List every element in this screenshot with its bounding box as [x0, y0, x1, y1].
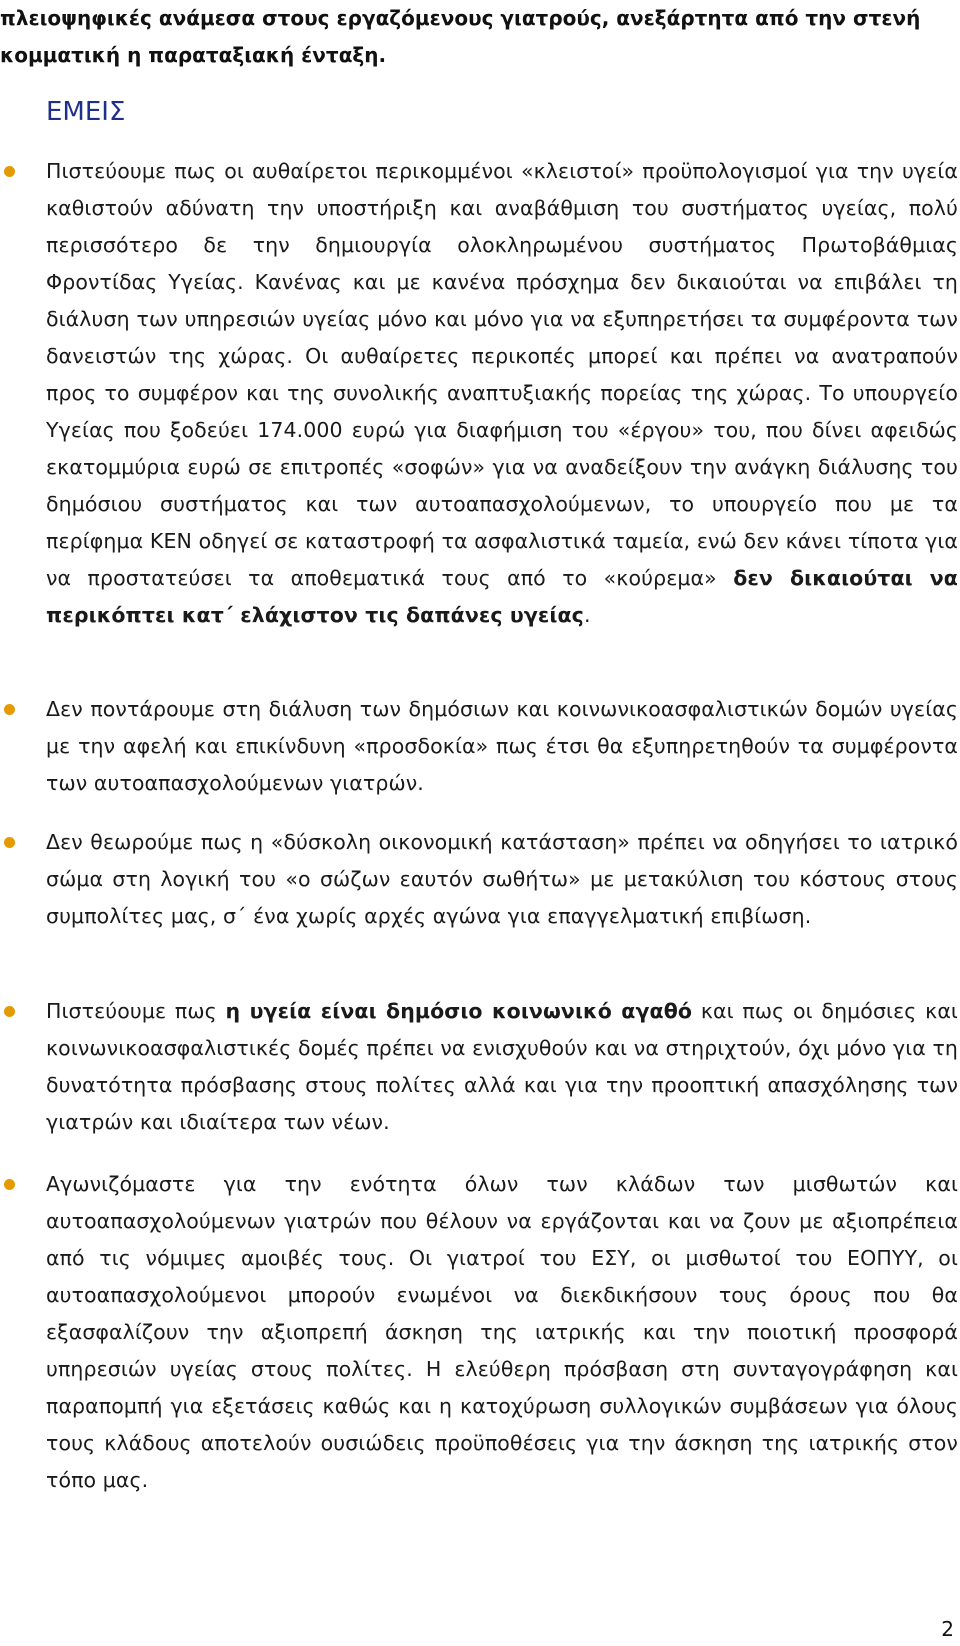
- bullet-item: [0, 153, 958, 634]
- bullet-dot-icon: [4, 166, 15, 177]
- bullet-dot-icon: [4, 1179, 15, 1190]
- bullet-dot-icon: [4, 837, 15, 848]
- bullet-item: [0, 993, 958, 1141]
- bullet-dot-icon: [4, 704, 15, 715]
- page-number: 2: [941, 1617, 954, 1641]
- bullet-item: [0, 824, 958, 935]
- bullet-item: [0, 1166, 958, 1499]
- bullet-text: Πιστεύουμε πως οι αυθαίρετοι περικομμένοι «κλειστοί» προϋπολογισμοί για την υγεία καθιστούν αδύνατη την υποστήριξη και αναβάθμιση του συστήματος υγείας, πολύ περισσότερο δε την δημιουργία ολοκληρωμένου συστήματος Πρωτοβάθμιας Φροντίδας Υγείας. Κανένας και με κανένα πρόσχημα δεν δικαιούται να επιβάλει τη διάλυση των υπηρεσιών υγείας μόνο και μόνο για να εξυπηρετήσει τα συμφέροντα των δανειστών της χώρας. Οι αυθαίρετες περικοπές μπορεί και πρέπει να ανατραπούν προς το συμφέρον και της συνολικής αναπτυξιακής πορείας της χώρας. Το υπουργείο Υγείας που ξοδεύει 174.000 ευρώ για διαφήμιση του «έργου» του, που δίνει αφειδώς εκατομμύρια ευρώ σε επιτροπές «σοφών» για να αναδείξουν την ανάγκη διάλυσης του δημόσιου συστήματος και των αυτοαπασχολούμενων, το υπουργείο που με τα περίφημα ΚΕΝ οδηγεί σε καταστροφή τα ασφαλιστικά ταμεία, ενώ δεν κάνει τίποτα για να προστατεύσει τα αποθεματικά τους από το «κούρεμα» δεν δικαιούται να περικόπτει κατ΄ ελάχιστον τις δαπάνες υγείας.: [46, 159, 958, 627]
- bold-emphasis: δεν δικαιούται να περικόπτει κατ΄ ελάχιστον τις δαπάνες υγείας: [46, 566, 958, 627]
- bullet-text: Δεν θεωρούμε πως η «δύσκολη οικονομική κατάσταση» πρέπει να οδηγήσει το ιατρικό σώμα στη λογική του «ο σώζων εαυτόν σωθήτω» με μετακύλιση του κόστους στους συμπολίτες μας, σ΄ ένα χωρίς αρχές αγώνα για επαγγελματική επιβίωση.: [46, 830, 958, 928]
- bullet-text: Αγωνιζόμαστε για την ενότητα όλων των κλάδων των μισθωτών και αυτοαπασχολούμενων γιατρών που θέλουν να εργάζονται και να ζουν με αξιοπρέπεια από τις νόμιμες αμοιβές τους. Οι γιατροί του ΕΣΥ, οι μισθωτοί του ΕΟΠΥΥ, οι αυτοαπασχολούμενοι μπορούν ενωμένοι να διεκδικήσουν τους όρους που θα εξασφαλίζουν την αξιοπρεπή άσκηση της ιατρικής και την ποιοτική προσφορά υπηρεσιών υγείας στους πολίτες. Η ελεύθερη πρόσβαση στη συνταγογράφηση και παραπομπή για εξετάσεις καθώς και η κατοχύρωση συλλογικών συμβάσεων για όλους τους κλάδους αποτελούν ουσιώδεις προϋποθέσεις για την άσκηση της ιατρικής στον τόπο μας.: [46, 1172, 958, 1492]
- bold-emphasis: η υγεία είναι δημόσιο κοινωνικό αγαθό: [225, 999, 693, 1023]
- intro-paragraph: πλειοψηφικές ανάμεσα στους εργαζόμενους γιατρούς, ανεξάρτητα από την στενή κομματική η παραταξιακή ένταξη.: [0, 6, 921, 67]
- bullet-item: [0, 691, 958, 802]
- section-heading: ΕΜΕΙΣ: [46, 97, 126, 127]
- bullet-text: Πιστεύουμε πως η υγεία είναι δημόσιο κοινωνικό αγαθό και πως οι δημόσιες και κοινωνικοασφαλιστικές δομές πρέπει να ενισχυθούν και να στηριχτούν, όχι μόνο για τη δυνατότητα πρόσβασης στους πολίτες αλλά και για την προοπτική απασχόλησης των γιατρών και ιδιαίτερα των νέων.: [46, 999, 958, 1134]
- bullet-text: Δεν ποντάρουμε στη διάλυση των δημόσιων και κοινωνικοασφαλιστικών δομών υγείας με την αφελή και επικίνδυνη «προσδοκία» πως έτσι θα εξυπηρετηθούν τα συμφέροντα των αυτοαπασχολούμενων γιατρών.: [46, 697, 958, 795]
- bullet-dot-icon: [4, 1006, 15, 1017]
